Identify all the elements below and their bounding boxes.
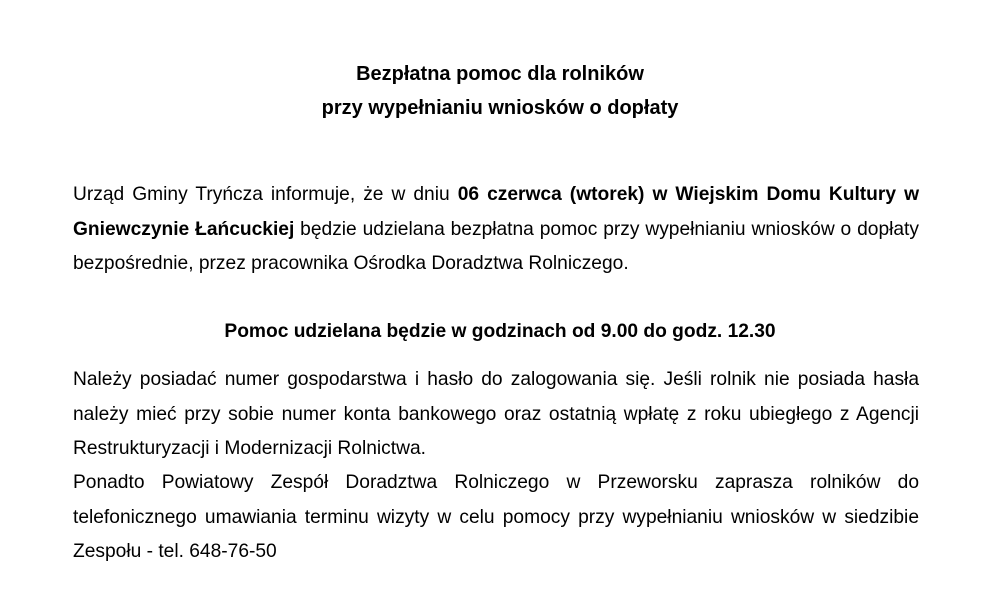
paragraph-contact: Ponadto Powiatowy Zespół Doradztwa Rolniczego w Przeworsku zaprasza rolników do telefonicznego umawiania terminu wizyty w celu pomocy przy wypełnianiu wniosków w siedzibie Zespołu - tel. 648-76-50 (73, 472, 919, 562)
title-line-2: przy wypełnianiu wniosków o dopłaty (321, 97, 679, 119)
hours-line: Pomoc udzielana będzie w godzinach od 9.00 do godz. 12.30 (224, 321, 776, 342)
date-place-text: 06 czerwca (wtorek) w Wiejskim Domu Kultury w Gniewczynie Łańcuckiej (73, 184, 919, 240)
title-line-1: Bezpłatna pomoc dla rolników (356, 63, 644, 85)
paragraph-intro (73, 178, 919, 282)
paragraph-requirements: Należy posiadać numer gospodarstwa i hasło do zalogowania się. Jeśli rolnik nie posiada hasła należy mieć przy sobie numer konta bankowego oraz ostatnią wpłatę z roku ubiegłego z Agencji Restrukturyzacji i Modernizacji Rolnictwa. (73, 369, 919, 459)
intro-rest-text: będzie udzielana bezpłatna pomoc przy wypełnianiu wniosków o dopłaty bezpośrednie, przez pracownika Ośrodka Doradztwa Rolniczego. (73, 218, 919, 274)
intro-text: Urząd Gminy Tryńcza informuje, że w dniu (73, 184, 458, 205)
